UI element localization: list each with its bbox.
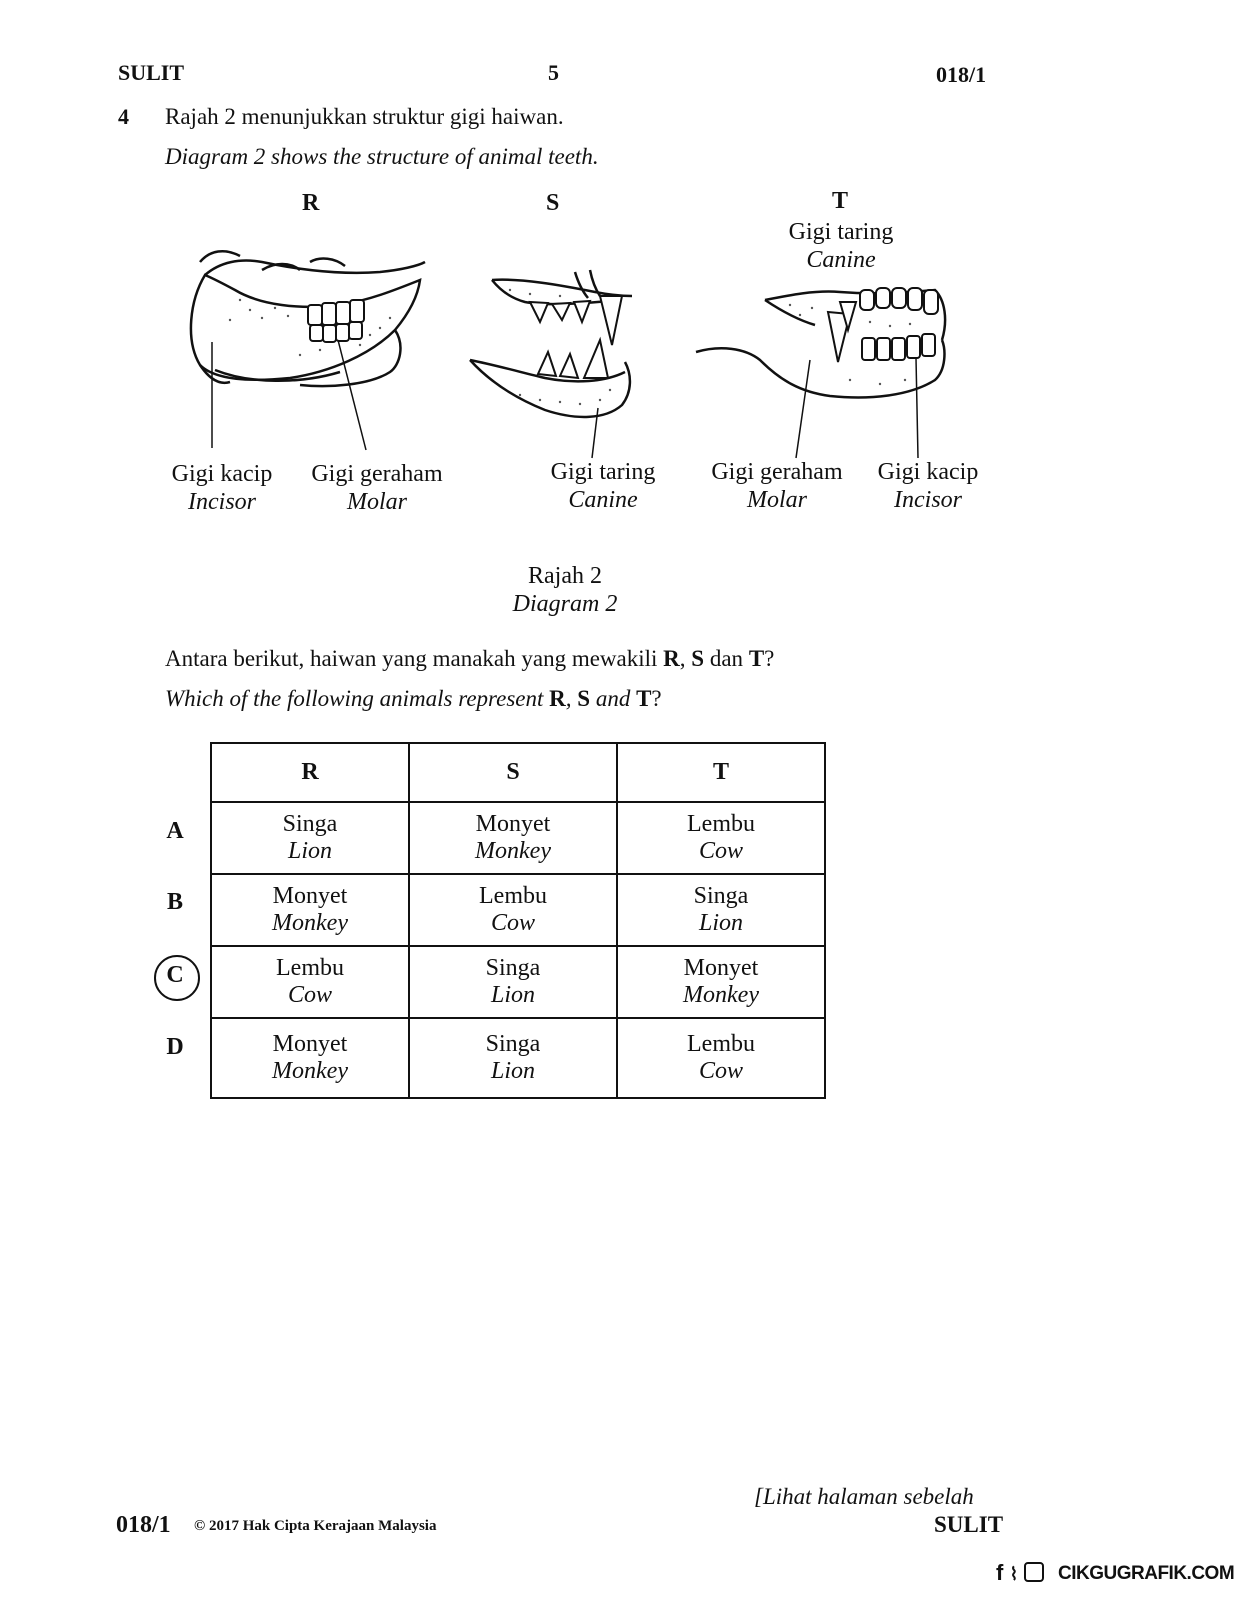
panel-letter-t: T [832,188,849,214]
table-header-row [211,743,825,802]
jaw-t-teeth [828,288,938,362]
cell-d-r: Monyet Monkey [211,1018,409,1098]
panel-letter-r: R [302,190,320,216]
cell-a-s: Monyet Monkey [409,802,617,874]
cell-b-r: Monyet Monkey [211,874,409,946]
table-row[interactable] [211,1018,825,1098]
footer-code: 018/1 [116,1512,171,1538]
jaw-s-teeth [530,296,622,378]
cell-a-r: Singa Lion [211,802,409,874]
jaw-r-molars [308,300,364,342]
page-number: 5 [548,60,559,85]
footer-copyright: © 2017 Hak Cipta Kerajaan Malaysia [194,1518,437,1534]
question-number: 4 [118,104,129,129]
cell-b-t: Singa Lion [617,874,825,946]
question-intro-en: Diagram 2 shows the structure of animal teeth. [165,144,599,169]
header-r: R [211,743,409,802]
label-r-incisor: Gigi kacip Incisor [171,461,273,515]
label-t-incisor: Gigi kacip Incisor [877,459,979,513]
answer-table [210,742,826,1099]
cell-c-t: Monyet Monkey [617,946,825,1018]
site-url[interactable]: CIKGUGRAFIK.COM [1058,1563,1235,1584]
option-d-label[interactable]: D [166,1034,184,1060]
paper-code: 018/1 [936,62,987,87]
label-s-canine: Gigi taring Canine [550,459,656,513]
jaw-s-illustration [470,270,632,417]
teeth-diagram [0,0,1237,520]
pointer-t-incisor [916,358,918,458]
label-r-molar: Gigi geraham Molar [311,461,443,515]
instagram-icon[interactable] [1024,1562,1044,1582]
header-sulit: SULIT [118,60,185,85]
next-page-note: [Lihat halaman sebelah [754,1484,974,1509]
option-b-label[interactable]: B [166,889,183,915]
prompt-ms: Antara berikut, haiwan yang manakah yang mewakili R, S dan T? [165,646,775,671]
table-row[interactable] [211,802,825,874]
footer-sulit: SULIT [934,1512,1004,1537]
label-t-canine: Gigi taring Canine [788,219,894,273]
option-a-label[interactable]: A [166,818,184,844]
rss-icon[interactable]: ⌇ [1009,1564,1019,1584]
table-row[interactable] [211,946,825,1018]
panel-letter-s: S [546,190,560,216]
question-intro-ms: Rajah 2 menunjukkan struktur gigi haiwan. [165,104,564,129]
label-t-molar: Gigi geraham Molar [711,459,843,513]
option-c-label[interactable]: C [166,962,184,988]
header-s: S [409,743,617,802]
cell-c-r: Lembu Cow [211,946,409,1018]
pointer-t-molar [796,360,810,458]
cell-a-t: Lembu Cow [617,802,825,874]
cell-c-s: Singa Lion [409,946,617,1018]
cell-b-s: Lembu Cow [409,874,617,946]
facebook-icon[interactable]: f [996,1560,1004,1585]
social-icons [996,1560,1044,1586]
table-row[interactable] [211,874,825,946]
header-t: T [617,743,825,802]
diagram-caption: Rajah 2 Diagram 2 [512,563,618,617]
cell-d-t: Lembu Cow [617,1018,825,1098]
pointer-r-molar [338,340,366,450]
prompt-en: Which of the following animals represent R, S and T? [165,686,662,711]
cell-d-s: Singa Lion [409,1018,617,1098]
